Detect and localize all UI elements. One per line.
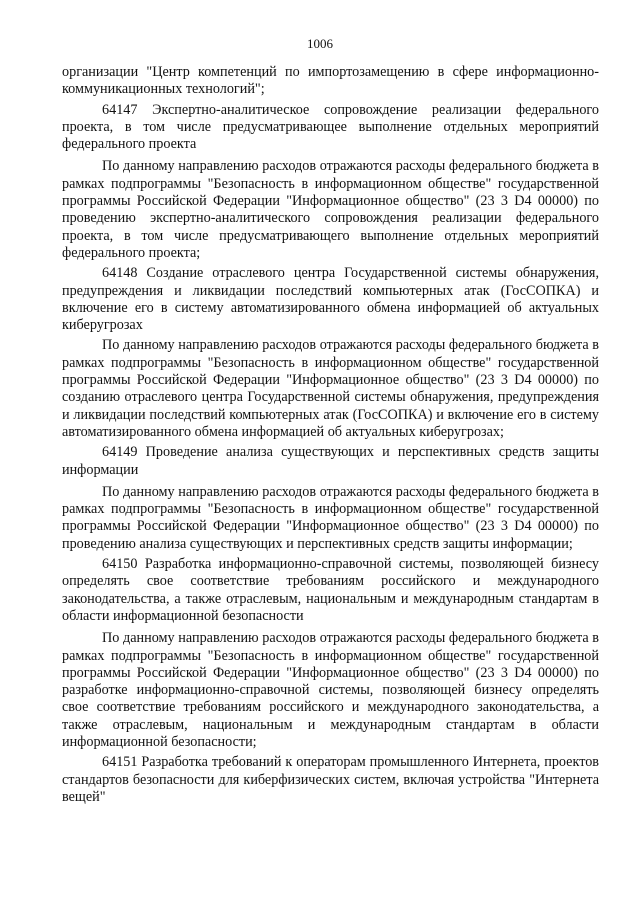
paragraph-description-64149: По данному направлению расходов отражаются расходы федерального бюджета в рамках подпрограммы "Безопасность в информационном обществе" государственной программы Российской Федерации "Информационное общество" (23 3 D4 00000) по проведению анализа существующих и перспективных средств защиты информации; <box>62 483 599 552</box>
paragraph-continuation: организации "Центр компетенций по импортозамещению в сфере информационно-коммуникационных технологий"; <box>62 64 599 98</box>
document-body <box>62 64 599 806</box>
paragraph-description-64150: По данному направлению расходов отражаются расходы федерального бюджета в рамках подпрограммы "Безопасность в информационном обществе" государственной программы Российской Федерации "Информационное общество" (23 3 D4 00000) по разработке информационно-справочной системы, позволяющей бизнесу определять свое соответствие требованиям российского и международного законодательства, а также отраслевым, национальным и международным стандартам в области информационной безопасности; <box>62 630 599 750</box>
paragraph-description-64148: По данному направлению расходов отражаются расходы федерального бюджета в рамках подпрограммы "Безопасность в информационном обществе" государственной программы Российской Федерации "Информационное общество" (23 3 D4 00000) по созданию отраслевого центра Государственной системы обнаружения, предупреждения и ликвидации последствий компьютерных атак (ГосСОПКА) и включение его в систему автоматизированного обмена информацией об актуальных киберугрозах; <box>62 337 599 440</box>
paragraph-code-64148: 64148 Создание отраслевого центра Государственной системы обнаружения, предупреждения и ликвидации последствий компьютерных атак (ГосСОПКА) и включение его в систему автоматизированного обмена информацией об актуальных киберугрозах <box>62 265 599 334</box>
paragraph-code-64147: 64147 Экспертно-аналитическое сопровождение реализации федерального проекта, в том числе предусматривающее выполнение отдельных мероприятий федерального проекта <box>62 101 599 153</box>
paragraph-description-64147: По данному направлению расходов отражаются расходы федерального бюджета в рамках подпрограммы "Безопасность в информационном обществе" государственной программы Российской Федерации "Информационное общество" (23 3 D4 00000) по проведению экспертно-аналитического сопровождения реализации федерального проекта, в том числе предусматривающего выполнение отдельных мероприятий федерального проекта; <box>62 158 599 261</box>
paragraph-code-64149: 64149 Проведение анализа существующих и перспективных средств защиты информации <box>62 444 599 478</box>
paragraph-code-64150: 64150 Разработка информационно-справочной системы, позволяющей бизнесу определять свое соответствие требованиям российского и международного законодательства, а также отраслевым, национальным и международным стандартам в области информационной безопасности <box>62 556 599 624</box>
page-number: 1006 <box>307 36 333 51</box>
paragraph-code-64151: 64151 Разработка требований к операторам промышленного Интернета, проектов стандартов безопасности для киберфизических систем, включая устройства "Интернета вещей" <box>62 754 599 805</box>
